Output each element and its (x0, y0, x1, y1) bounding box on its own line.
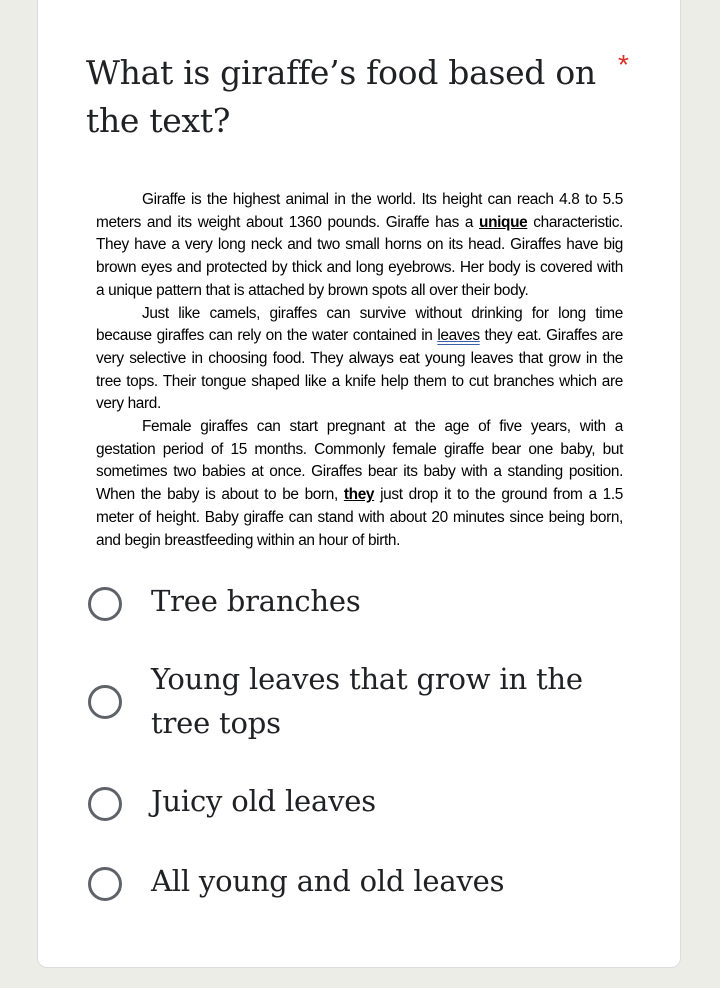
radio-button-icon[interactable] (88, 787, 122, 821)
question-card (37, 0, 681, 968)
highlighted-word: unique (479, 213, 528, 231)
highlighted-word: they (343, 486, 375, 504)
question-title: What is giraffe’s food based on the text? (86, 53, 596, 140)
option-label[interactable]: Tree branches (151, 584, 361, 618)
required-asterisk: * (618, 49, 629, 80)
radio-button-icon[interactable] (88, 587, 122, 621)
reading-passage (96, 189, 623, 552)
highlighted-word: leaves (437, 327, 480, 345)
option-all-leaves[interactable] (86, 859, 646, 909)
option-label[interactable]: Young leaves that grow in the tree tops (151, 662, 583, 740)
option-label[interactable]: All young and old leaves (151, 864, 505, 898)
passage-paragraph: Just like camels, giraffes can survive without drinking for long time because giraffes can rely on the water contained in leaves they eat. Giraffes are very selective in choosing food. They always eat young leaves that grow in the tree tops. Their tongue shaped like a knife help them to cut branches which are very hard. (96, 304, 623, 413)
option-label[interactable]: Juicy old leaves (151, 784, 376, 818)
radio-button-icon[interactable] (88, 685, 122, 719)
radio-button-icon[interactable] (88, 867, 122, 901)
option-young-leaves[interactable] (86, 657, 646, 747)
passage-paragraph: Giraffe is the highest animal in the world. Its height can reach 4.8 to 5.5 meters and its weight about 1360 pounds. Giraffe has a unique characteristic. They have a very long neck and two small horns on its head. Giraffes have big brown eyes and protected by thick and long eyebrows. Her body is covered with a unique pattern that is attached by brown spots all over their body. (96, 191, 623, 299)
option-juicy-old-leaves[interactable] (86, 779, 646, 829)
passage-paragraph: Female giraffes can start pregnant at the age of five years, with a gestation period of 15 months. Commonly female giraffe bear one baby, but sometimes two babies at once. Giraffes bear its baby with a standing position. When the baby is about to be born, they just drop it to the ground from a 1.5 meter of height. Baby giraffe can stand with about 20 minutes since being born, and begin breastfeeding within an hour of birth. (96, 418, 623, 549)
option-tree-branches[interactable] (86, 579, 646, 629)
